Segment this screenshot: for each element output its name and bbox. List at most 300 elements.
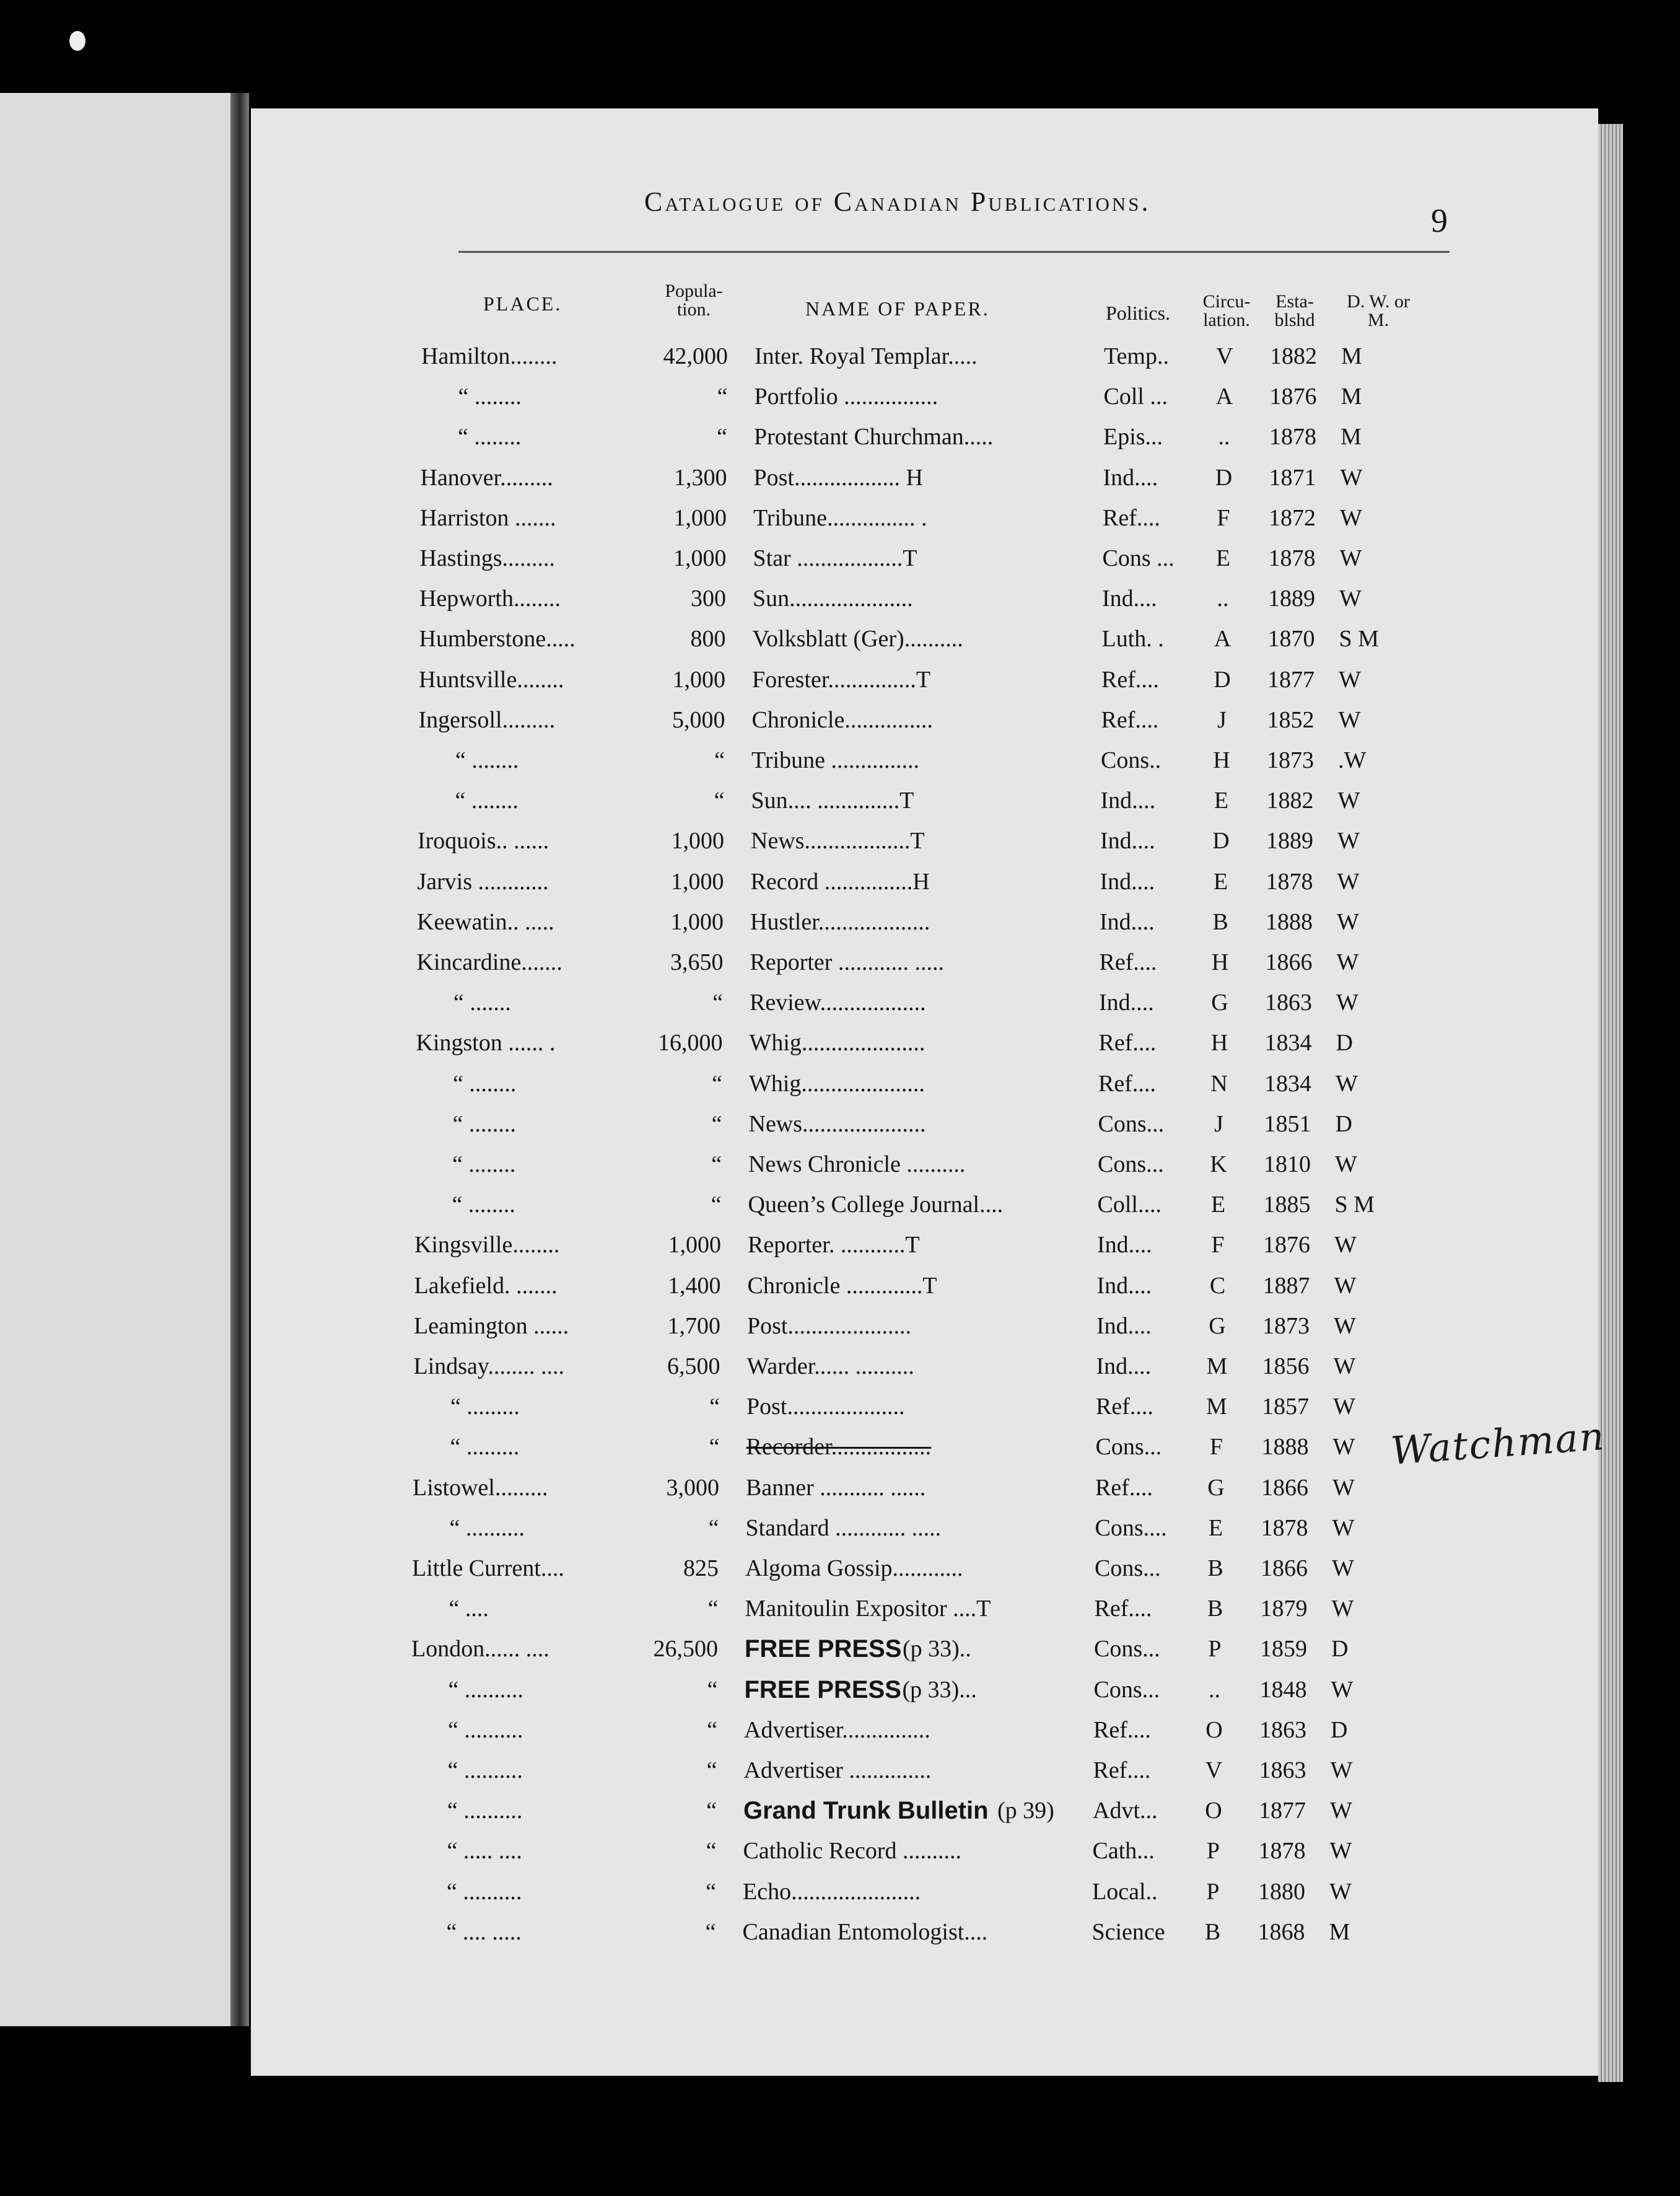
- cell-name: Standard ............ .....: [745, 1514, 942, 1541]
- cell-frequency: W: [1333, 1394, 1355, 1420]
- table-row: [0, 1146, 1680, 1183]
- table-row: [0, 782, 1680, 819]
- cell-circulation: V: [1216, 343, 1233, 369]
- cell-established: 1877: [1267, 666, 1315, 693]
- cell-place: Hepworth........: [419, 586, 561, 612]
- cell-circulation: E: [1213, 868, 1228, 895]
- cell-established: 1876: [1263, 1232, 1310, 1258]
- cell-politics: Ind....: [1097, 1232, 1152, 1258]
- cell-frequency: W: [1336, 949, 1359, 975]
- cell-frequency: W: [1334, 1312, 1356, 1339]
- cell-population: 1,300: [674, 464, 727, 491]
- cell-population: 1,000: [673, 504, 727, 531]
- cell-established: 1882: [1270, 343, 1317, 369]
- cell-name: Whig.....................: [749, 1030, 925, 1056]
- cell-politics: Ref....: [1095, 1474, 1153, 1501]
- cell-name: Post.....................: [747, 1312, 911, 1339]
- cell-population: 1,000: [670, 908, 724, 935]
- cell-politics: Advt...: [1093, 1798, 1158, 1824]
- cell-population: 5,000: [672, 706, 725, 733]
- cell-politics: Ref....: [1101, 666, 1159, 693]
- cell-circulation: B: [1212, 908, 1228, 935]
- cell-place: Kincardine.......: [416, 949, 562, 975]
- cell-circulation: K: [1210, 1151, 1227, 1177]
- cell-frequency: S M: [1339, 626, 1379, 652]
- table-row: [0, 984, 1680, 1021]
- cell-established: 1878: [1268, 545, 1316, 571]
- cell-established: 1873: [1267, 747, 1314, 773]
- cell-name: Whig.....................: [749, 1070, 925, 1097]
- cell-circulation: J: [1214, 1110, 1223, 1137]
- cell-population: “: [712, 1070, 722, 1097]
- table-row: [0, 1024, 1680, 1061]
- cell-frequency: W: [1329, 1838, 1352, 1864]
- cell-population: 1,000: [673, 545, 727, 571]
- cell-politics: Cons....: [1095, 1514, 1167, 1541]
- cell-name: Sun.... ..............T: [751, 788, 914, 814]
- cell-circulation: D: [1212, 828, 1230, 854]
- cell-name: Reporter ............ .....: [750, 949, 944, 975]
- cell-politics: Ref....: [1093, 1716, 1151, 1743]
- cell-frequency: D: [1331, 1636, 1349, 1662]
- header-rule: [458, 251, 1450, 253]
- cell-politics: Coll ...: [1103, 384, 1168, 410]
- cell-established: 1852: [1267, 706, 1315, 733]
- cell-established: 1877: [1259, 1798, 1306, 1824]
- cell-established: 1878: [1266, 868, 1313, 895]
- cell-place: “ .... .....: [446, 1918, 522, 1945]
- cell-politics: Ref....: [1099, 949, 1157, 975]
- cell-established: 1887: [1262, 1272, 1310, 1299]
- cell-name: Sun.....................: [753, 586, 913, 612]
- cell-population: 300: [691, 586, 726, 612]
- cell-established: 1834: [1264, 1030, 1312, 1056]
- column-header-politics: Politics.: [1106, 302, 1171, 324]
- cell-name: Advertiser ..............: [743, 1757, 932, 1783]
- table-row: [0, 661, 1680, 698]
- cell-circulation: N: [1210, 1070, 1228, 1097]
- cell-frequency: W: [1332, 1474, 1355, 1501]
- cell-established: 1866: [1265, 949, 1313, 975]
- cell-place: Lakefield. .......: [414, 1272, 558, 1299]
- table-row: [0, 1630, 1680, 1667]
- cell-frequency: W: [1336, 1070, 1358, 1097]
- cell-circulation: A: [1214, 626, 1232, 652]
- cell-name: (p 33)...: [902, 1676, 977, 1703]
- cell-place: London...... ....: [411, 1636, 549, 1662]
- cell-established: 1848: [1259, 1676, 1307, 1703]
- cell-name: Volksblatt (Ger)..........: [752, 626, 963, 652]
- table-row: [0, 1792, 1680, 1829]
- cell-name: Chronicle...............: [751, 706, 933, 733]
- cell-frequency: W: [1334, 1272, 1357, 1299]
- table-row: [0, 1388, 1680, 1425]
- cell-established: 1863: [1259, 1757, 1306, 1783]
- column-header-established: Esta- blshd: [1274, 291, 1315, 330]
- cell-politics: Ind....: [1100, 788, 1156, 814]
- cell-established: 1876: [1269, 384, 1317, 410]
- cell-frequency: D: [1331, 1716, 1348, 1743]
- cell-politics: Cons...: [1093, 1676, 1160, 1703]
- cell-established: 1863: [1259, 1716, 1306, 1743]
- cell-frequency: M: [1341, 384, 1362, 410]
- table-row: [0, 1711, 1680, 1749]
- cell-place: “ ..........: [448, 1716, 523, 1743]
- cell-circulation: B: [1207, 1596, 1223, 1622]
- cell-population: 1,000: [671, 828, 724, 854]
- cell-place: Hamilton........: [421, 343, 558, 369]
- cell-established: 1866: [1261, 1474, 1308, 1501]
- cell-circulation: D: [1215, 464, 1233, 491]
- table-row: [0, 701, 1680, 739]
- table-row: [0, 1105, 1680, 1143]
- cell-politics: Local..: [1092, 1878, 1158, 1905]
- cell-place: Jarvis ............: [417, 868, 549, 895]
- cell-name: Review..................: [750, 990, 926, 1016]
- table-row: [0, 378, 1680, 415]
- cell-established: 1872: [1269, 504, 1316, 531]
- cell-name: Record ...............H: [750, 868, 930, 895]
- table-row: [0, 1307, 1680, 1345]
- cell-frequency: W: [1329, 1878, 1352, 1905]
- table-row: [0, 944, 1680, 981]
- cell-place: “ ..........: [447, 1798, 523, 1824]
- cell-name: (p 33)..: [903, 1636, 971, 1662]
- cell-name: Post.................. H: [753, 464, 923, 491]
- cell-population: “: [706, 1757, 717, 1783]
- table-row: [0, 459, 1680, 496]
- cell-population: 1,000: [668, 1232, 721, 1258]
- cell-politics: Ind....: [1100, 908, 1155, 935]
- cell-place: “ .........: [450, 1394, 520, 1420]
- cell-politics: Ref....: [1098, 1070, 1156, 1097]
- cell-frequency: W: [1332, 1555, 1354, 1581]
- cell-place: “ ..........: [447, 1878, 522, 1905]
- cell-place: “ ..... ....: [447, 1838, 522, 1864]
- cell-name: News..................T: [751, 828, 925, 854]
- cell-name: Catholic Record ..........: [743, 1838, 961, 1864]
- cell-politics: Cons...: [1098, 1110, 1165, 1137]
- table-row: [0, 580, 1680, 617]
- cell-politics: Ind....: [1096, 1353, 1152, 1379]
- cell-place: “ ........: [453, 1070, 517, 1097]
- cell-frequency: M: [1341, 343, 1362, 369]
- cell-established: 1873: [1262, 1312, 1310, 1339]
- cell-politics: Ref....: [1094, 1596, 1152, 1622]
- cell-population: “: [714, 747, 725, 773]
- cell-established: 1866: [1261, 1555, 1308, 1581]
- cell-population: “: [711, 1110, 722, 1137]
- table-row: [0, 903, 1680, 941]
- cell-name: Inter. Royal Templar.....: [755, 343, 978, 369]
- cell-name: Protestant Churchman.....: [754, 424, 994, 450]
- table-row: [0, 338, 1680, 375]
- cell-name: Warder...... ..........: [746, 1353, 914, 1379]
- cell-circulation: M: [1206, 1394, 1227, 1420]
- cell-established: 1834: [1264, 1070, 1311, 1097]
- cell-name: Chronicle .............T: [747, 1272, 937, 1299]
- cell-frequency: W: [1332, 1514, 1355, 1541]
- handwritten-annotation: Watchman: [1389, 1413, 1607, 1474]
- cell-place: “ ........: [455, 747, 519, 773]
- cell-name: Hustler...................: [750, 908, 930, 935]
- cell-circulation: ..: [1218, 424, 1230, 450]
- cell-frequency: D: [1335, 1110, 1352, 1137]
- cell-population: “: [717, 424, 727, 450]
- cell-frequency: W: [1337, 868, 1360, 895]
- cell-name: Banner ........... ......: [746, 1474, 926, 1501]
- cell-name-bold: FREE PRESS: [745, 1635, 902, 1663]
- cell-circulation: E: [1210, 1192, 1226, 1218]
- cell-politics: Ind....: [1100, 868, 1155, 895]
- cell-politics: Cath...: [1092, 1838, 1155, 1864]
- cell-politics: Ref....: [1103, 504, 1160, 531]
- cell-population: “: [709, 1394, 720, 1420]
- cell-established: 1889: [1266, 828, 1313, 854]
- cell-established: 1870: [1267, 626, 1315, 652]
- cell-name: News Chronicle ..........: [748, 1151, 966, 1177]
- cell-circulation: F: [1209, 1434, 1223, 1460]
- cell-politics: Science: [1092, 1918, 1165, 1945]
- cell-circulation: O: [1205, 1798, 1222, 1824]
- cell-politics: Ref....: [1101, 706, 1159, 733]
- cell-circulation: H: [1210, 1030, 1228, 1056]
- column-header-circulation: Circu- lation.: [1202, 291, 1251, 330]
- cell-frequency: W: [1340, 464, 1363, 491]
- cell-circulation: A: [1215, 384, 1233, 410]
- cell-name-bold: FREE PRESS: [744, 1676, 901, 1703]
- cell-population: “: [712, 990, 723, 1016]
- cell-established: 1880: [1258, 1878, 1305, 1905]
- cell-frequency: W: [1331, 1676, 1354, 1703]
- cell-population: “: [707, 1596, 719, 1622]
- cell-circulation: E: [1208, 1514, 1223, 1541]
- cell-circulation: O: [1205, 1716, 1223, 1743]
- cell-frequency: W: [1337, 908, 1359, 935]
- cell-circulation: J: [1217, 706, 1227, 733]
- cell-established: 1878: [1269, 424, 1316, 450]
- table-row: [0, 620, 1680, 657]
- cell-name: Tribune ...............: [751, 747, 919, 773]
- cell-established: 1888: [1266, 908, 1313, 935]
- cell-name-bold: Grand Trunk Bulletin: [743, 1797, 989, 1825]
- cell-place: “ ........: [452, 1192, 515, 1218]
- cell-established: 1882: [1266, 788, 1314, 814]
- cell-politics: Ind....: [1099, 990, 1154, 1016]
- cell-circulation: F: [1217, 504, 1230, 531]
- cell-place: Lindsay........ ....: [413, 1353, 564, 1379]
- cell-politics: Ind....: [1096, 1272, 1152, 1299]
- cell-population: 800: [690, 626, 726, 652]
- table-row: [0, 499, 1680, 537]
- cell-frequency: M: [1341, 424, 1362, 450]
- cell-politics: Cons...: [1095, 1434, 1162, 1460]
- cell-politics: Ind....: [1102, 586, 1157, 612]
- cell-circulation: P: [1206, 1838, 1220, 1864]
- cell-population: 3,650: [670, 949, 724, 975]
- page-number: 9: [1431, 202, 1448, 239]
- cell-frequency: W: [1337, 788, 1360, 814]
- cell-place: “ ........: [458, 384, 522, 410]
- cell-frequency: W: [1339, 545, 1362, 571]
- cell-place: Leamington ......: [414, 1312, 569, 1339]
- cell-place: Kingston ...... .: [416, 1030, 556, 1056]
- cell-established: 1878: [1261, 1514, 1308, 1541]
- table-row: [0, 540, 1680, 577]
- cell-population: “: [705, 1918, 716, 1945]
- cell-frequency: .W: [1338, 747, 1367, 773]
- table-row: [0, 1550, 1680, 1587]
- table-row: [0, 1509, 1680, 1547]
- cell-name: Recorder.................: [746, 1434, 932, 1460]
- cell-frequency: W: [1340, 504, 1362, 531]
- cell-politics: Cons...: [1098, 1151, 1164, 1177]
- cell-established: 1885: [1263, 1192, 1311, 1218]
- cell-place: Listowel.........: [413, 1474, 548, 1501]
- cell-population: 16,000: [658, 1030, 723, 1056]
- cell-name: Reporter. ...........T: [748, 1232, 920, 1258]
- table-row: [0, 742, 1680, 779]
- cell-name: Algoma Gossip............: [745, 1555, 963, 1581]
- table-row: [0, 822, 1680, 859]
- cell-frequency: W: [1339, 586, 1362, 612]
- cell-politics: Temp..: [1104, 343, 1169, 369]
- cell-place: Huntsville........: [419, 666, 564, 693]
- cell-established: 1878: [1258, 1838, 1306, 1864]
- cell-population: 6,500: [667, 1353, 720, 1379]
- cell-established: 1888: [1261, 1434, 1309, 1460]
- cell-name: Manitoulin Expositor ....T: [745, 1596, 991, 1622]
- cell-established: 1868: [1258, 1918, 1305, 1945]
- cell-circulation: B: [1207, 1555, 1223, 1581]
- column-header-population: Popula- tion.: [665, 281, 723, 320]
- cell-politics: Ind....: [1103, 464, 1158, 491]
- cell-politics: Cons...: [1095, 1555, 1161, 1581]
- cell-name: Portfolio ................: [754, 384, 938, 410]
- cell-place: “ ..........: [449, 1514, 525, 1541]
- cell-frequency: W: [1333, 1353, 1356, 1379]
- cell-place: “ .......: [453, 990, 511, 1016]
- column-header-name: NAME OF PAPER.: [805, 297, 990, 320]
- cell-politics: Ref....: [1096, 1394, 1153, 1420]
- cell-place: Kingsville........: [414, 1232, 560, 1258]
- cell-population: 1,400: [668, 1272, 721, 1299]
- cell-place: “ ........: [455, 788, 518, 814]
- cell-name: Post....................: [746, 1394, 905, 1420]
- cell-circulation: E: [1215, 545, 1231, 571]
- table-row: [0, 1873, 1680, 1910]
- cell-population: “: [709, 1434, 720, 1460]
- cell-place: Little Current....: [412, 1555, 564, 1581]
- cell-population: 825: [683, 1555, 719, 1581]
- cell-place: Harriston .......: [420, 504, 556, 531]
- cell-place: Ingersoll.........: [418, 706, 556, 733]
- cell-place: “ ........: [458, 424, 522, 450]
- cell-population: “: [707, 1716, 717, 1743]
- cell-place: “ ....: [448, 1596, 489, 1622]
- table-row: [0, 1590, 1680, 1627]
- cell-population: 1,700: [667, 1312, 720, 1339]
- table-row: [0, 418, 1680, 455]
- table-row: [0, 1913, 1680, 1951]
- cell-place: Keewatin.. .....: [417, 908, 554, 935]
- cell-population: “: [714, 788, 725, 814]
- cell-population: 42,000: [663, 343, 728, 369]
- cell-circulation: D: [1214, 666, 1231, 693]
- cell-frequency: W: [1334, 1232, 1357, 1258]
- cell-circulation: ..: [1209, 1676, 1220, 1703]
- table-row: [0, 1832, 1680, 1869]
- cell-population: 1,000: [671, 868, 724, 895]
- cell-politics: Cons...: [1094, 1636, 1160, 1662]
- cell-circulation: H: [1211, 949, 1229, 975]
- cell-frequency: W: [1337, 828, 1360, 854]
- cell-frequency: M: [1329, 1918, 1350, 1945]
- table-row: [0, 1267, 1680, 1304]
- cell-established: 1857: [1262, 1394, 1309, 1420]
- table-row: [0, 1469, 1680, 1506]
- cell-circulation: F: [1211, 1232, 1225, 1258]
- cell-established: 1871: [1269, 464, 1316, 491]
- cell-name: Canadian Entomologist....: [742, 1918, 988, 1945]
- cell-circulation: B: [1204, 1918, 1221, 1945]
- cell-frequency: W: [1336, 990, 1358, 1016]
- cell-frequency: S M: [1334, 1192, 1375, 1218]
- cell-frequency: W: [1332, 1434, 1355, 1460]
- cell-politics: Cons ...: [1102, 545, 1175, 571]
- cell-population: “: [706, 1878, 716, 1905]
- cell-circulation: M: [1206, 1353, 1228, 1379]
- cell-place: Iroquois.. ......: [418, 828, 549, 854]
- cell-place: “ ........: [452, 1151, 516, 1177]
- cell-circulation: H: [1213, 747, 1230, 773]
- cell-established: 1856: [1262, 1353, 1310, 1379]
- column-header-frequency: D. W. or M.: [1347, 291, 1410, 330]
- table-row: [0, 1065, 1680, 1102]
- cell-circulation: V: [1205, 1757, 1223, 1783]
- cell-population: “: [706, 1838, 717, 1864]
- cell-place: “ ........: [452, 1110, 516, 1137]
- table-row: [0, 1226, 1680, 1263]
- cell-circulation: G: [1207, 1474, 1225, 1501]
- cell-population: 1,000: [672, 666, 725, 693]
- cell-frequency: W: [1335, 1151, 1357, 1177]
- table-row: [0, 863, 1680, 900]
- cell-population: “: [717, 384, 728, 410]
- cell-circulation: P: [1208, 1636, 1222, 1662]
- cell-established: 1889: [1268, 586, 1315, 612]
- cell-population: “: [706, 1798, 717, 1824]
- cell-established: 1810: [1264, 1151, 1311, 1177]
- cell-place: Hanover.........: [420, 464, 553, 491]
- cell-politics: Luth. .: [1101, 626, 1164, 652]
- cell-politics: Cons..: [1101, 747, 1162, 773]
- table-row: [0, 1752, 1680, 1789]
- cell-name: Star ..................T: [753, 545, 917, 571]
- cell-circulation: G: [1209, 1312, 1226, 1339]
- dust-speck: [69, 31, 85, 51]
- cell-place: Hastings.........: [419, 545, 555, 571]
- table-row: [0, 1186, 1680, 1223]
- cell-circulation: C: [1209, 1272, 1226, 1299]
- cell-population: “: [707, 1676, 718, 1703]
- cell-name: (p 39): [997, 1798, 1054, 1824]
- cell-frequency: W: [1330, 1757, 1353, 1783]
- cell-politics: Coll....: [1097, 1192, 1162, 1218]
- cell-place: “ ..........: [448, 1676, 523, 1703]
- cell-circulation: P: [1206, 1878, 1220, 1905]
- table-row: [0, 1671, 1680, 1708]
